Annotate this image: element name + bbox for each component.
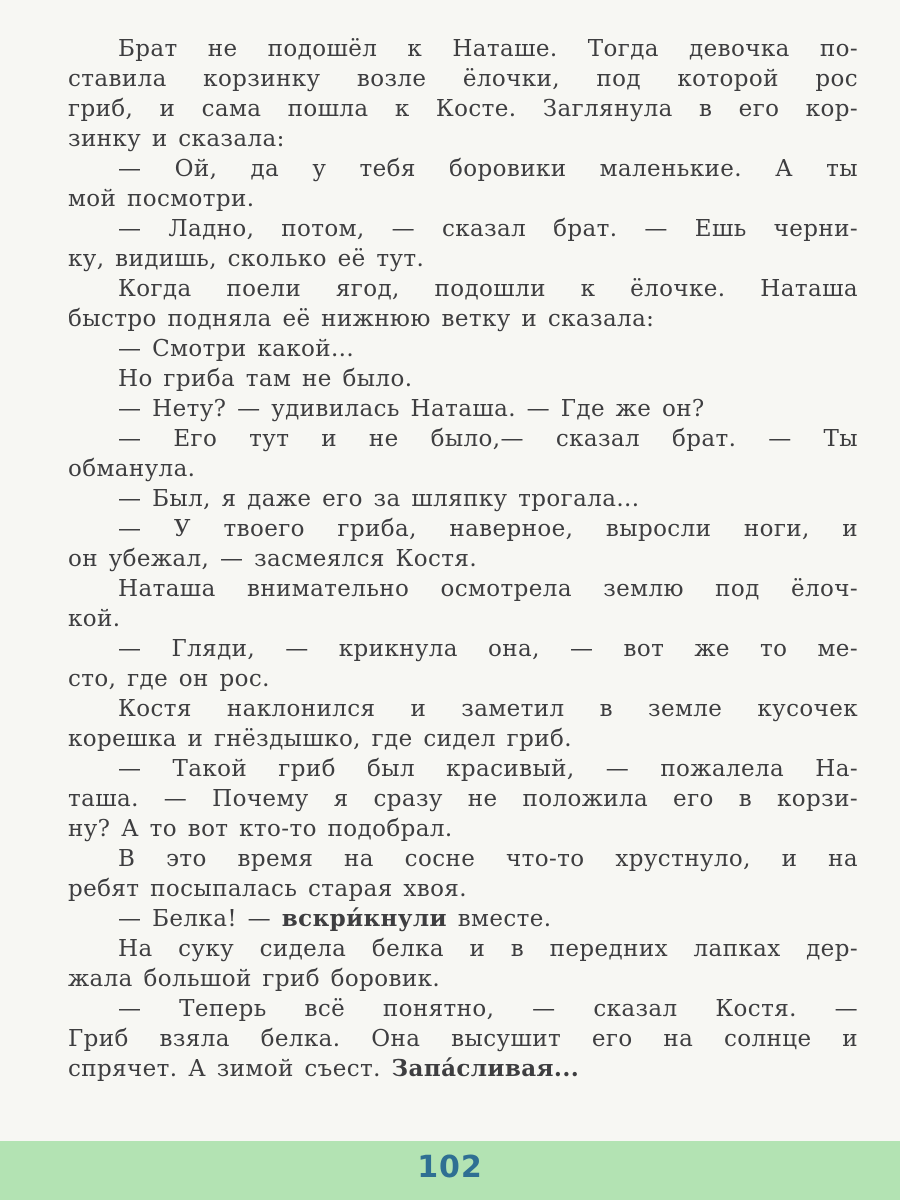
- text-line: [68, 814, 858, 844]
- line-text: ку, видишь, сколько её тут.: [68, 246, 425, 272]
- line-text: сто, где он рос.: [68, 666, 270, 692]
- text-line: [68, 34, 858, 64]
- line-text: спрячет. А зимой съест.: [68, 1056, 392, 1082]
- line-text: Наташа внимательно осмотрела землю под ёлоч-: [118, 576, 858, 602]
- line-text: — Ладно, потом, — сказал брат. — Ешь черни-: [118, 216, 858, 242]
- text-line: [68, 94, 858, 124]
- line-text: — Нету? — удивилась Наташа. — Где же он?: [118, 396, 705, 422]
- text-line: [68, 844, 858, 874]
- line-text: — Ой, да у тебя боровики маленькие. А ты: [118, 156, 858, 182]
- line-text: Брат не подошёл к Наташе. Тогда девочка по-: [118, 36, 858, 62]
- line-text: зинку и сказала:: [68, 126, 285, 152]
- text-line: [68, 64, 858, 94]
- text-line: [68, 1054, 858, 1084]
- text-line: [68, 964, 858, 994]
- text-line: [68, 604, 858, 634]
- text-line: [68, 724, 858, 754]
- line-text: корешка и гнёздышко, где сидел гриб.: [68, 726, 572, 752]
- text-line: [68, 484, 858, 514]
- line-text: Но гриба там не было.: [118, 366, 413, 392]
- line-text: — Белка! —: [118, 906, 282, 932]
- text-line: [68, 1024, 858, 1054]
- text-line: [68, 244, 858, 274]
- text-line: [68, 454, 858, 484]
- line-text: таша. — Почему я сразу не положила его в корзи-: [68, 786, 858, 812]
- line-text: — Его тут и не было,— сказал брат. — Ты: [118, 426, 858, 452]
- text-line: [68, 424, 858, 454]
- text-line: [68, 664, 858, 694]
- story-text: [68, 34, 858, 1084]
- text-line: [68, 784, 858, 814]
- line-text: В это время на сосне что-то хрустнуло, и на: [118, 846, 858, 872]
- line-text: Когда поели ягод, подошли к ёлочке. Наташа: [118, 276, 858, 302]
- text-line: [68, 544, 858, 574]
- text-line: [68, 574, 858, 604]
- text-line: [68, 874, 858, 904]
- text-line: [68, 184, 858, 214]
- text-line: [68, 334, 858, 364]
- text-line: [68, 514, 858, 544]
- text-line: [68, 994, 858, 1024]
- line-text: жала большой гриб боровик.: [68, 966, 441, 992]
- line-text: кой.: [68, 606, 121, 632]
- text-line: [68, 904, 858, 934]
- line-text: — Гляди, — крикнула она, — вот же то ме-: [118, 636, 858, 662]
- line-text: На суку сидела белка и в передних лапках дер-: [118, 936, 858, 962]
- text-line: [68, 364, 858, 394]
- text-line: [68, 274, 858, 304]
- text-line: [68, 124, 858, 154]
- text-line: [68, 754, 858, 784]
- bold-word: Запа́сливая...: [391, 1055, 580, 1082]
- line-text: быстро подняла её нижнюю ветку и сказала:: [68, 306, 655, 332]
- text-line: [68, 394, 858, 424]
- line-text: — У твоего гриба, наверное, выросли ноги, и: [118, 516, 858, 542]
- line-text: мой посмотри.: [68, 186, 255, 212]
- line-text-after: вместе.: [446, 906, 552, 932]
- text-line: [68, 154, 858, 184]
- line-text: ребят посыпалась старая хвоя.: [68, 876, 467, 902]
- line-text: — Такой гриб был красивый, — пожалела На-: [118, 756, 858, 782]
- line-text: он убежал, — засмеялся Костя.: [68, 546, 478, 572]
- line-text: ставила корзинку возле ёлочки, под которой рос: [68, 66, 858, 92]
- line-text: — Теперь всё понятно, — сказал Костя. —: [118, 996, 858, 1022]
- page-number: 102: [417, 1150, 483, 1185]
- text-line: [68, 304, 858, 334]
- line-text: обманула.: [68, 456, 196, 482]
- line-text: — Смотри какой...: [118, 336, 355, 362]
- bold-word: вскри́кнули: [281, 905, 447, 932]
- line-text: — Был, я даже его за шляпку трогала...: [118, 486, 640, 512]
- text-line: [68, 214, 858, 244]
- text-line: [68, 934, 858, 964]
- line-text: Костя наклонился и заметил в земле кусочек: [118, 696, 858, 722]
- text-line: [68, 634, 858, 664]
- line-text: гриб, и сама пошла к Косте. Заглянула в его кор-: [68, 96, 858, 122]
- line-text: ну? А то вот кто-то подобрал.: [68, 816, 453, 842]
- line-text: Гриб взяла белка. Она высушит его на солнце и: [68, 1026, 858, 1052]
- text-line: [68, 694, 858, 724]
